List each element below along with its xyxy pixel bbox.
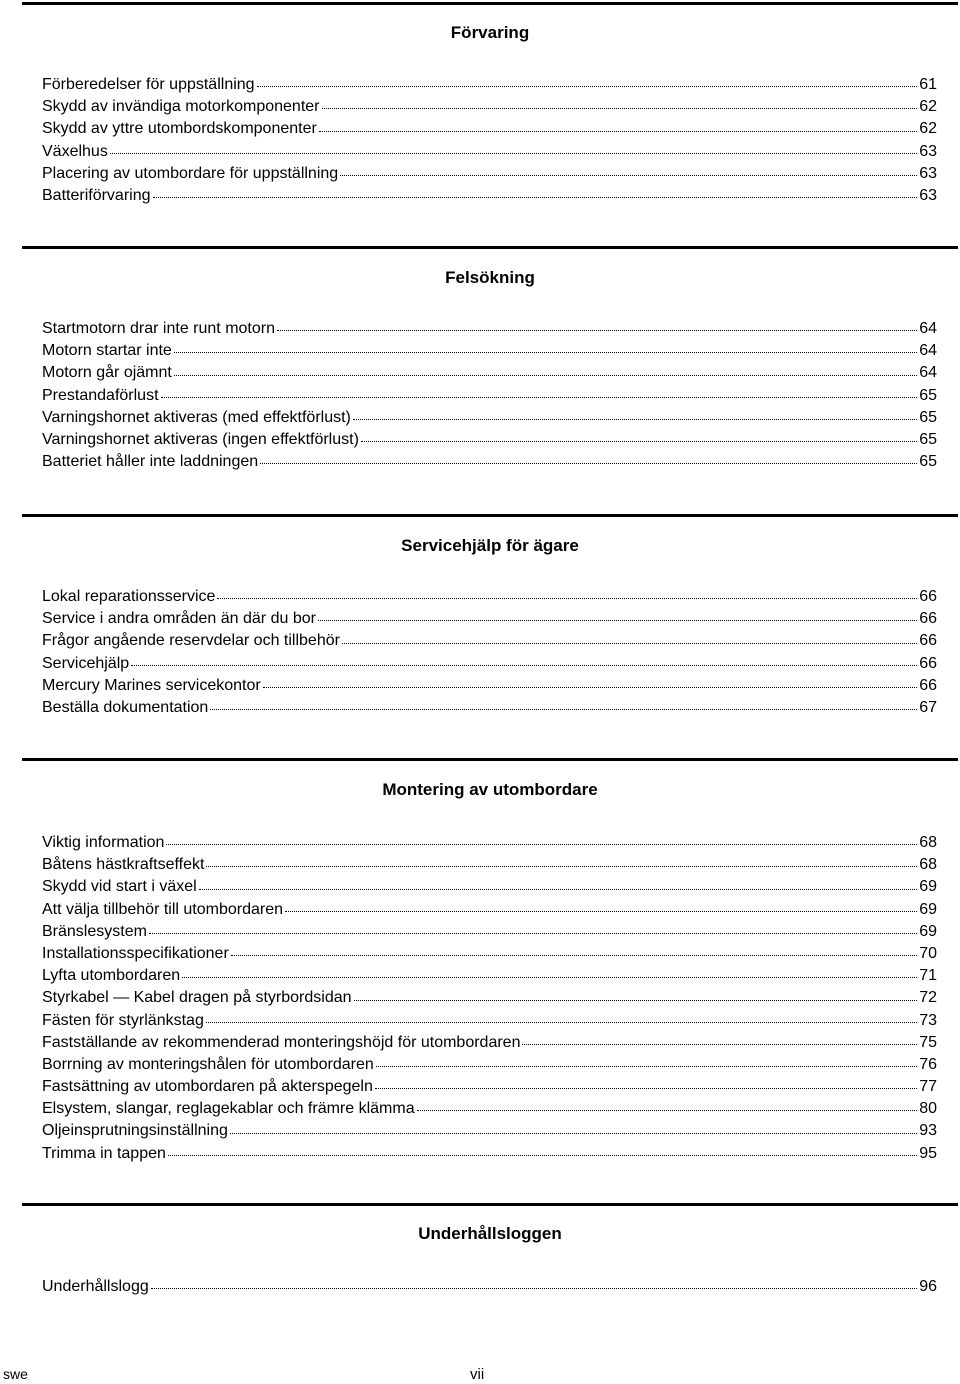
toc-entry-title: Skydd vid start i växel	[42, 878, 197, 896]
toc-entry-title: Förberedelser för uppställning	[42, 76, 255, 93]
section-title: Felsökning	[445, 268, 535, 287]
dot-leader	[263, 686, 917, 688]
toc-entry-title: Elsystem, slangar, reglagekablar och främre klämma	[42, 1100, 415, 1118]
toc-entry[interactable]	[42, 899, 937, 921]
toc-entry-title: Motorn startar inte	[42, 342, 172, 360]
toc-entry[interactable]	[42, 987, 937, 1009]
toc-entry-title: Mercury Marines servicekontor	[42, 676, 261, 694]
dot-leader	[231, 954, 917, 956]
toc-entry-title: Lyfta utombordaren	[42, 967, 181, 985]
dot-leader	[354, 999, 918, 1001]
toc-entry-title: Servicehjälp	[42, 654, 130, 672]
dot-leader	[206, 865, 917, 867]
toc-entry[interactable]	[42, 141, 937, 163]
dot-leader	[206, 1021, 917, 1023]
dot-leader	[168, 1154, 917, 1156]
dot-leader	[199, 888, 917, 890]
section-rule	[22, 246, 958, 249]
toc-entry-title: Underhållslogg	[42, 1278, 149, 1295]
dot-leader	[340, 174, 917, 176]
dot-leader	[260, 462, 917, 464]
dot-leader	[161, 396, 918, 398]
toc-entry-page: 66	[919, 632, 937, 650]
dot-leader	[361, 440, 917, 442]
section-title: Förvaring	[450, 23, 530, 42]
dot-leader	[417, 1109, 918, 1111]
dot-leader	[277, 329, 917, 331]
toc-entry[interactable]	[42, 118, 937, 140]
toc-entry-title: Bränslesystem	[42, 922, 147, 940]
dot-leader	[110, 152, 917, 154]
toc-entry-page: 64	[919, 320, 937, 337]
toc-entry-page: 67	[919, 698, 937, 716]
toc-entry-page: 65	[919, 453, 937, 471]
toc-entry-title: Viktig information	[42, 834, 165, 851]
toc-entry[interactable]	[42, 429, 937, 451]
dot-leader	[166, 843, 917, 845]
toc-entry-title: Motorn går ojämnt	[42, 364, 172, 382]
toc-entry-title: Varningshornet aktiveras (ingen effektförlust)	[42, 430, 359, 448]
toc-entry[interactable]	[42, 630, 937, 652]
dot-leader	[375, 1087, 917, 1089]
dot-leader	[149, 932, 917, 934]
toc-entry-page: 62	[919, 98, 937, 116]
toc-entry[interactable]	[42, 943, 937, 965]
toc-entry-page: 65	[919, 386, 937, 404]
dot-leader	[322, 107, 918, 109]
toc-entry-title: Service i andra områden än där du bor	[42, 610, 316, 628]
toc-entry-page: 68	[919, 834, 937, 851]
section-title: Servicehjälp för ägare	[401, 536, 579, 555]
toc-list	[42, 832, 937, 1165]
toc-entry[interactable]	[42, 1098, 937, 1120]
toc-entry-page: 72	[919, 989, 937, 1007]
toc-entry-page: 69	[919, 900, 937, 918]
toc-entry-title: Båtens hästkraftseffekt	[42, 856, 205, 874]
toc-entry-page: 61	[919, 76, 937, 93]
dot-leader	[217, 597, 917, 599]
toc-entry-page: 63	[919, 142, 937, 160]
dot-leader	[230, 1132, 917, 1134]
dot-leader	[131, 664, 917, 666]
toc-entry-page: 71	[919, 967, 937, 985]
dot-leader	[353, 418, 917, 420]
footer-page-number: vii	[470, 1366, 485, 1383]
toc-entry[interactable]	[42, 586, 937, 608]
toc-entry[interactable]	[42, 451, 937, 473]
dot-leader	[151, 1287, 917, 1289]
toc-entry-page: 95	[919, 1144, 937, 1162]
toc-entry-page: 70	[919, 944, 937, 962]
toc-entry-page: 66	[919, 610, 937, 628]
toc-entry[interactable]	[42, 965, 937, 987]
section-title: Montering av utombordare	[382, 780, 598, 799]
toc-entry-page: 69	[919, 878, 937, 896]
toc-entry[interactable]	[42, 1276, 937, 1298]
dot-leader	[376, 1065, 917, 1067]
toc-list	[42, 586, 937, 719]
toc-entry[interactable]	[42, 1010, 937, 1032]
toc-entry-title: Styrkabel — Kabel dragen på styrbordsidan	[42, 989, 352, 1007]
footer-language: swe	[3, 1366, 28, 1382]
toc-entry-title: Växelhus	[42, 142, 108, 160]
dot-leader	[153, 196, 918, 198]
toc-entry-title: Installationsspecifikationer	[42, 944, 229, 962]
toc-entry-page: 77	[919, 1078, 937, 1096]
toc-entry[interactable]	[42, 385, 937, 407]
toc-entry[interactable]	[42, 407, 937, 429]
toc-entry-page: 93	[919, 1122, 937, 1140]
toc-entry-page: 63	[919, 164, 937, 182]
toc-entry[interactable]	[42, 1032, 937, 1054]
toc-entry[interactable]	[42, 1120, 937, 1142]
toc-entry-page: 80	[919, 1100, 937, 1118]
toc-entry[interactable]	[42, 675, 937, 697]
toc-entry-page: 76	[919, 1055, 937, 1073]
toc-entry-page: 68	[919, 856, 937, 874]
toc-list	[42, 74, 937, 207]
toc-entry-title: Skydd av invändiga motorkomponenter	[42, 98, 320, 116]
toc-entry[interactable]	[42, 185, 937, 207]
toc-entry-page: 75	[919, 1033, 937, 1051]
toc-entry-page: 73	[919, 1011, 937, 1029]
toc-entry[interactable]	[42, 876, 937, 898]
toc-entry-page: 69	[919, 922, 937, 940]
dot-leader	[285, 910, 917, 912]
toc-entry[interactable]	[42, 697, 937, 719]
toc-list	[42, 318, 937, 473]
toc-entry-page: 65	[919, 430, 937, 448]
dot-leader	[522, 1043, 917, 1045]
toc-entry-title: Oljeinsprutningsinställning	[42, 1122, 228, 1140]
dot-leader	[318, 619, 917, 621]
toc-entry[interactable]	[42, 318, 937, 340]
dot-leader	[319, 130, 917, 132]
toc-entry-page: 62	[919, 120, 937, 138]
toc-entry-title: Batteriförvaring	[42, 186, 151, 204]
toc-entry-title: Att välja tillbehör till utombordaren	[42, 900, 284, 918]
toc-entry[interactable]	[42, 653, 937, 675]
toc-entry[interactable]	[42, 362, 937, 384]
toc-entry-page: 64	[919, 364, 937, 382]
toc-entry-page: 65	[919, 408, 937, 426]
toc-entry-page: 66	[919, 676, 937, 694]
dot-leader	[342, 642, 917, 644]
toc-entry-page: 66	[919, 654, 937, 672]
section-rule	[22, 758, 958, 761]
toc-entry-title: Startmotorn drar inte runt motorn	[42, 320, 275, 337]
toc-entry-page: 96	[919, 1278, 937, 1295]
toc-list	[42, 1276, 937, 1298]
toc-entry-title: Batteriet håller inte laddningen	[42, 453, 259, 471]
toc-entry[interactable]	[42, 1143, 937, 1165]
section-rule	[22, 514, 958, 517]
toc-entry-title: Fastsättning av utombordaren på akterspegeln	[42, 1078, 373, 1096]
toc-entry[interactable]	[42, 608, 937, 630]
section-rule	[22, 1203, 958, 1206]
toc-entry[interactable]	[42, 921, 937, 943]
section-title: Underhållsloggen	[418, 1224, 562, 1243]
toc-entry-page: 63	[919, 186, 937, 204]
toc-entry-title: Fästen för styrlänkstag	[42, 1011, 204, 1029]
dot-leader	[174, 374, 917, 376]
section-rule	[22, 2, 958, 5]
toc-entry-title: Frågor angående reservdelar och tillbehör	[42, 632, 340, 650]
toc-entry-title: Fastställande av rekommenderad monteringshöjd för utombordaren	[42, 1033, 521, 1051]
dot-leader	[257, 85, 918, 87]
dot-leader	[174, 351, 917, 353]
toc-entry[interactable]	[42, 74, 937, 96]
toc-entry-title: Trimma in tappen	[42, 1144, 166, 1162]
dot-leader	[182, 976, 917, 978]
toc-entry-title: Prestandaförlust	[42, 386, 159, 404]
toc-entry[interactable]	[42, 1054, 937, 1076]
toc-entry[interactable]	[42, 163, 937, 185]
toc-entry[interactable]	[42, 340, 937, 362]
toc-entry-page: 66	[919, 588, 937, 605]
toc-entry-page: 64	[919, 342, 937, 360]
toc-entry[interactable]	[42, 832, 937, 854]
dot-leader	[210, 708, 917, 710]
toc-entry-title: Lokal reparationsservice	[42, 588, 216, 605]
toc-entry-title: Placering av utombordare för uppställning	[42, 164, 339, 182]
toc-entry-title: Beställa dokumentation	[42, 698, 209, 716]
toc-entry[interactable]	[42, 96, 937, 118]
toc-entry[interactable]	[42, 1076, 937, 1098]
toc-entry-title: Borrning av monteringshålen för utombordaren	[42, 1055, 374, 1073]
toc-entry[interactable]	[42, 854, 937, 876]
toc-entry-title: Varningshornet aktiveras (med effektförlust)	[42, 408, 351, 426]
toc-entry-title: Skydd av yttre utombordskomponenter	[42, 120, 317, 138]
